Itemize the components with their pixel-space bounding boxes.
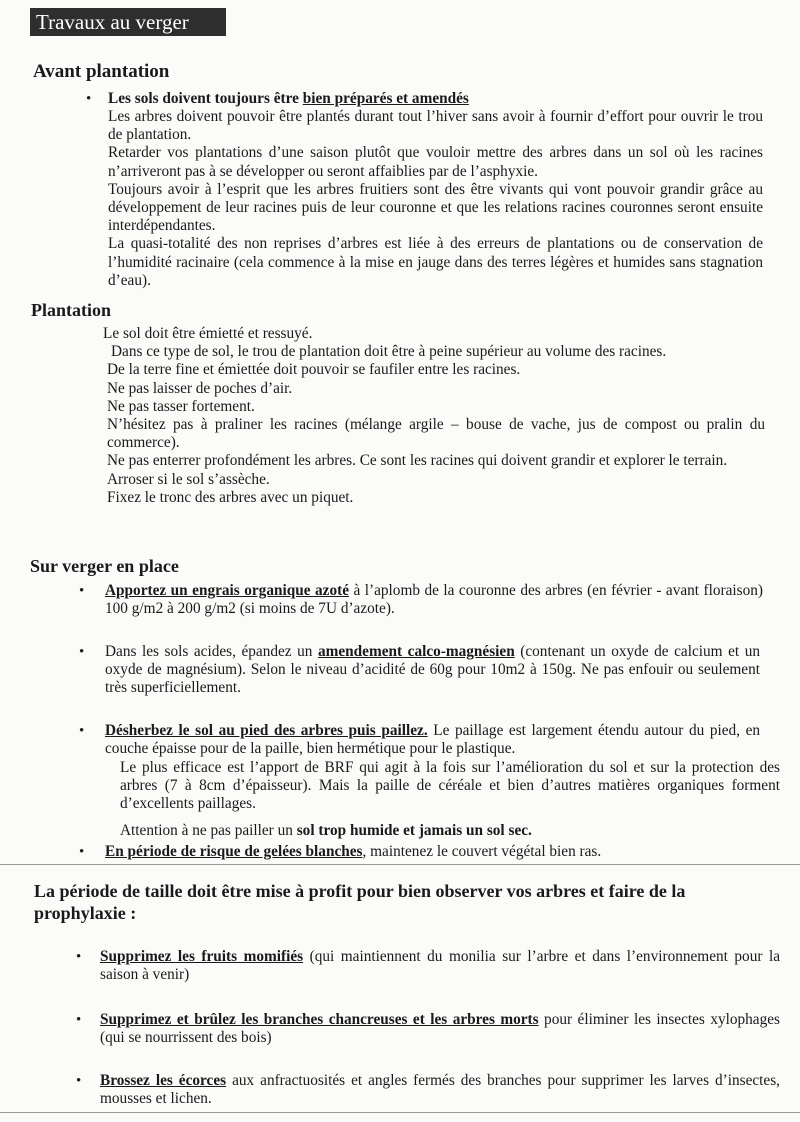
sec3-item-2	[105, 643, 760, 698]
sec2-line-7: Ne pas enterrer profondément les arbres. Ce sont les racines qui doivent grandir et explorer le terrain.	[107, 452, 728, 470]
sec1-lead	[108, 90, 768, 108]
sec3-item-3-para-2: Le plus efficace est l’apport de BRF qui agit à la fois sur l’amélioration du sol et sur la protection des arbres (7 à 8cm d’épaisseur). Mais la paille de céréale et bien d’autres matières organiques forment d’excellents paillages.	[120, 759, 780, 813]
sec3-item-3	[105, 722, 760, 758]
sec2-line-2: Dans ce type de sol, le trou de plantation doit être à peine supérieur au volume des racines.	[111, 343, 667, 361]
sec3-item-2-pre: Dans les sols acides, épandez un	[105, 643, 318, 660]
sec3-item-3-key: Désherbez le sol au pied des arbres puis paillez.	[105, 722, 428, 739]
sec3-item-1-text: à l’aplomb de la couronne des arbres (en février - avant floraison) 100 g/m2 à 200 g/m2 (si moins de 7U d’azote).	[105, 582, 763, 618]
sec4-item-1	[100, 948, 780, 984]
heading-taille: La période de taille doit être mise à profit pour bien observer vos arbres et faire de la prophylaxie :	[34, 881, 686, 923]
sec3-item-4-key: En période de risque de gelées blanches	[105, 843, 363, 860]
sec3-item-1	[105, 582, 763, 618]
sec1-para-3: Toujours avoir à l’esprit que les arbres fruitiers sont des être vivants qui vont pouvoir grandir grâce au développement de leur racines puis de leur couronne et que les relations racines couronnes seront ensuite interdépendantes.	[108, 180, 763, 235]
sec2-line-3: De la terre fine et émiettée doit pouvoir se faufiler entre les racines.	[107, 361, 521, 379]
heading-plantation: Plantation	[31, 300, 112, 320]
sec3-item-4	[105, 843, 765, 861]
bullet: •	[76, 1073, 82, 1089]
bullet: •	[79, 644, 85, 660]
divider-line	[0, 864, 800, 865]
sec2-line-6: N’hésitez pas à praliner les racines (mélange argile – bouse de vache, jus de compost ou pralin du commerce).	[107, 416, 765, 452]
bullet: •	[79, 844, 85, 860]
sec4-item-2-key: Supprimez et brûlez les branches chancreuses et les arbres morts	[100, 1011, 539, 1028]
bullet: •	[76, 1012, 82, 1028]
sec3-item-3-para-3	[120, 822, 780, 840]
sec4-item-3-text: aux anfractuosités et angles fermés des branches pour supprimer les larves d’insectes, mousses et lichen.	[100, 1072, 781, 1108]
sec4-item-3-key: Brossez les écorces	[100, 1072, 227, 1089]
sec2-line-5: Ne pas tasser fortement.	[107, 397, 255, 415]
heading-sur-verger: Sur verger en place	[30, 556, 179, 576]
sec1-lead-text: Les sols doivent toujours être	[108, 90, 303, 107]
sec2-line-4: Ne pas laisser de poches d’air.	[107, 379, 293, 397]
sec1-lead-underlined: bien préparés et amendés	[302, 90, 469, 107]
sec3-item-2-key: amendement calco-magnésien	[317, 643, 515, 660]
sec2-lines	[103, 325, 763, 507]
sec3-item-4-text: , maintenez le couvert végétal bien ras.	[362, 843, 602, 860]
sec3-item-2-text: (contenant un oxyde de calcium et un oxyde de magnésium). Selon le niveau d’acidité de 60g pour 10m2 à 150g. Ne pas enfouir ou seulement très superficiellement.	[105, 643, 760, 697]
sec4-item-1-key: Supprimez les fruits momifiés	[100, 948, 304, 965]
sec2-line-1: Le sol doit être émietté et ressuyé.	[103, 325, 313, 342]
bullet: •	[79, 723, 85, 739]
sec1-para-1: Les arbres doivent pouvoir être plantés durant tout l’hiver sans avoir à fournir d’effort pour ouvrir le trou de plantation.	[108, 108, 763, 144]
sec3-item-3-text: Le paillage est largement étendu autour du pied, en couche épaisse pour de la paille, bien hermétique pour le plastique.	[105, 722, 761, 758]
sec1-para-4: La quasi-totalité des non reprises d’arbres est liée à des erreurs de plantations ou de conservation de l’humidité racinaire (cela commence à la mise en jauge dans des terres légères et humides sans stagnation d’eau).	[108, 235, 763, 289]
heading-avant-plantation: Avant plantation	[33, 61, 170, 82]
bottom-divider-line	[0, 1112, 800, 1113]
sec2-line-9: Fixez le tronc des arbres avec un piquet.	[107, 488, 354, 506]
sec1-para-2: Retarder vos plantations d’une saison plutôt que vouloir mettre des arbres dans un sol où les racines n’arriveront pas à se développer ou seront affaiblies par de l’asphyxie.	[108, 144, 763, 180]
bullet: •	[76, 949, 82, 965]
document-title: Travaux au verger	[30, 8, 226, 36]
sec1-paragraphs	[108, 108, 763, 290]
sec4-item-1-text: (qui maintiennent du monilia sur l’arbre et dans l’environnement pour la saison à venir)	[100, 948, 780, 984]
sec3-item-3-para-3-pre: Attention à ne pas pailler un	[120, 822, 297, 839]
sec4-item-3	[100, 1072, 780, 1108]
bullet: •	[79, 583, 85, 599]
sec2-line-8: Arroser si le sol s’assèche.	[107, 470, 270, 488]
sec4-item-2	[100, 1011, 780, 1047]
sec3-item-1-key: Apportez un engrais organique azoté	[105, 582, 349, 599]
bullet: •	[86, 91, 92, 107]
sec3-item-3-para-3-bold: sol trop humide et jamais un sol sec.	[296, 822, 532, 839]
sec4-item-2-text: pour éliminer les insectes xylophages (qui se nourrissent des bois)	[100, 1011, 780, 1047]
